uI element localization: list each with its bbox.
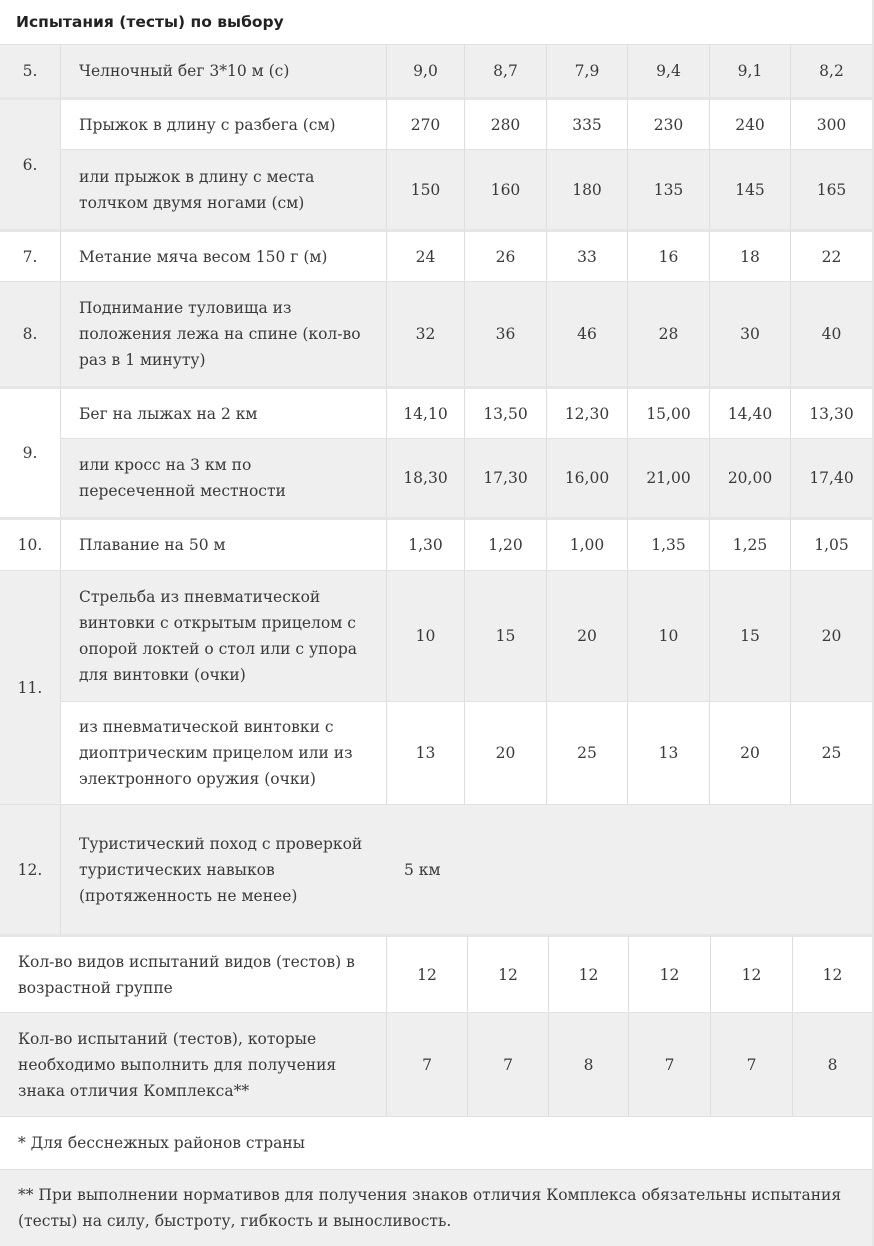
norm-value: 12,30 <box>546 386 627 438</box>
summary-value: 7 <box>710 1012 792 1116</box>
norm-value: 15,00 <box>627 386 709 438</box>
norm-value: 20,00 <box>709 438 790 517</box>
norm-value: 18 <box>709 229 790 281</box>
test-name: Прыжок в длину с разбега (см) <box>60 97 386 149</box>
summary-value: 7 <box>386 1012 467 1116</box>
norm-value: 16 <box>627 229 709 281</box>
norm-value: 13 <box>386 701 464 804</box>
test-name: Стрельба из пневматической винтовки с открытым прицелом с опорой локтей о стол или с упора для винтовки (очки) <box>60 570 386 701</box>
summary-value: 12 <box>548 934 628 1012</box>
norm-value: 160 <box>464 149 546 229</box>
row-number: 10. <box>0 517 60 570</box>
norm-value: 18,30 <box>386 438 464 517</box>
row-number: 5. <box>0 44 60 97</box>
summary-value: 8 <box>792 1012 872 1116</box>
summary-label: Кол-во испытаний (тестов), которые необходимо выполнить для получения знака отличия Комплекса** <box>0 1012 386 1116</box>
summary-value: 12 <box>467 934 548 1012</box>
footnote: ** При выполнении нормативов для получения знаков отличия Комплекса обязательны испытания (тесты) на силу, быстроту, гибкость и выносливость. <box>0 1169 872 1246</box>
norm-value: 33 <box>546 229 627 281</box>
norm-value: 13,30 <box>790 386 872 438</box>
summary-label: Кол-во видов испытаний видов (тестов) в возрастной группе <box>0 934 386 1012</box>
norm-value: 1,25 <box>709 517 790 570</box>
row-number: 8. <box>0 281 60 386</box>
test-name: из пневматической винтовки с диоптрическим прицелом или из электронного оружия (очки) <box>60 701 386 804</box>
test-name: Туристический поход с проверкой туристических навыков (протяженность не менее) <box>60 804 386 934</box>
test-name: Поднимание туловища из положения лежа на спине (кол-во раз в 1 минуту) <box>60 281 386 386</box>
norm-value: 40 <box>790 281 872 386</box>
norm-value: 28 <box>627 281 709 386</box>
norm-value: 10 <box>386 570 464 701</box>
row-number: 11. <box>0 570 60 804</box>
norm-value: 17,30 <box>464 438 546 517</box>
norm-value: 1,00 <box>546 517 627 570</box>
test-name: или прыжок в длину с места толчком двумя ногами (см) <box>60 149 386 229</box>
footnote: * Для бесснежных районов страны <box>0 1116 872 1169</box>
norm-value: 20 <box>546 570 627 701</box>
norm-value: 8,7 <box>464 44 546 97</box>
norm-value: 10 <box>627 570 709 701</box>
norm-value: 26 <box>464 229 546 281</box>
norm-value: 17,40 <box>790 438 872 517</box>
norm-value: 14,40 <box>709 386 790 438</box>
test-name: или кросс на 3 км по пересеченной местности <box>60 438 386 517</box>
norm-value: 13,50 <box>464 386 546 438</box>
norm-value: 1,20 <box>464 517 546 570</box>
summary-value: 12 <box>386 934 467 1012</box>
norm-value: 7,9 <box>546 44 627 97</box>
norm-value: 135 <box>627 149 709 229</box>
norm-value: 9,1 <box>709 44 790 97</box>
norm-value: 14,10 <box>386 386 464 438</box>
norm-value: 270 <box>386 97 464 149</box>
summary-value: 7 <box>467 1012 548 1116</box>
row-number: 9. <box>0 386 60 517</box>
norm-value: 9,0 <box>386 44 464 97</box>
test-name: Бег на лыжах на 2 км <box>60 386 386 438</box>
section-title: Испытания (тесты) по выбору <box>0 0 872 44</box>
summary-value: 7 <box>628 1012 710 1116</box>
norm-value: 32 <box>386 281 464 386</box>
test-name: Челночный бег 3*10 м (с) <box>60 44 386 97</box>
norm-value: 15 <box>464 570 546 701</box>
test-name: Метание мяча весом 150 г (м) <box>60 229 386 281</box>
norm-value: 30 <box>709 281 790 386</box>
norm-value: 9,4 <box>627 44 709 97</box>
row-number: 7. <box>0 229 60 281</box>
norm-value: 280 <box>464 97 546 149</box>
norm-value: 25 <box>546 701 627 804</box>
norm-value: 180 <box>546 149 627 229</box>
norm-value: 240 <box>709 97 790 149</box>
row-number: 12. <box>0 804 60 934</box>
norm-value: 1,30 <box>386 517 464 570</box>
norm-value: 165 <box>790 149 872 229</box>
norm-value: 300 <box>790 97 872 149</box>
merged-norm-value: 5 км <box>386 804 872 934</box>
norm-value: 25 <box>790 701 872 804</box>
norm-value: 20 <box>464 701 546 804</box>
test-name: Плавание на 50 м <box>60 517 386 570</box>
norm-value: 8,2 <box>790 44 872 97</box>
norm-value: 46 <box>546 281 627 386</box>
norm-value: 22 <box>790 229 872 281</box>
summary-value: 12 <box>628 934 710 1012</box>
norm-value: 1,05 <box>790 517 872 570</box>
norm-value: 16,00 <box>546 438 627 517</box>
summary-value: 12 <box>792 934 872 1012</box>
row-number: 6. <box>0 97 60 229</box>
norm-value: 36 <box>464 281 546 386</box>
summary-value: 8 <box>548 1012 628 1116</box>
norm-value: 1,35 <box>627 517 709 570</box>
norm-value: 230 <box>627 97 709 149</box>
norm-value: 21,00 <box>627 438 709 517</box>
norm-value: 13 <box>627 701 709 804</box>
norm-value: 335 <box>546 97 627 149</box>
norm-value: 15 <box>709 570 790 701</box>
norm-value: 20 <box>790 570 872 701</box>
norm-value: 24 <box>386 229 464 281</box>
norm-value: 20 <box>709 701 790 804</box>
norm-value: 145 <box>709 149 790 229</box>
norm-value: 150 <box>386 149 464 229</box>
summary-value: 12 <box>710 934 792 1012</box>
